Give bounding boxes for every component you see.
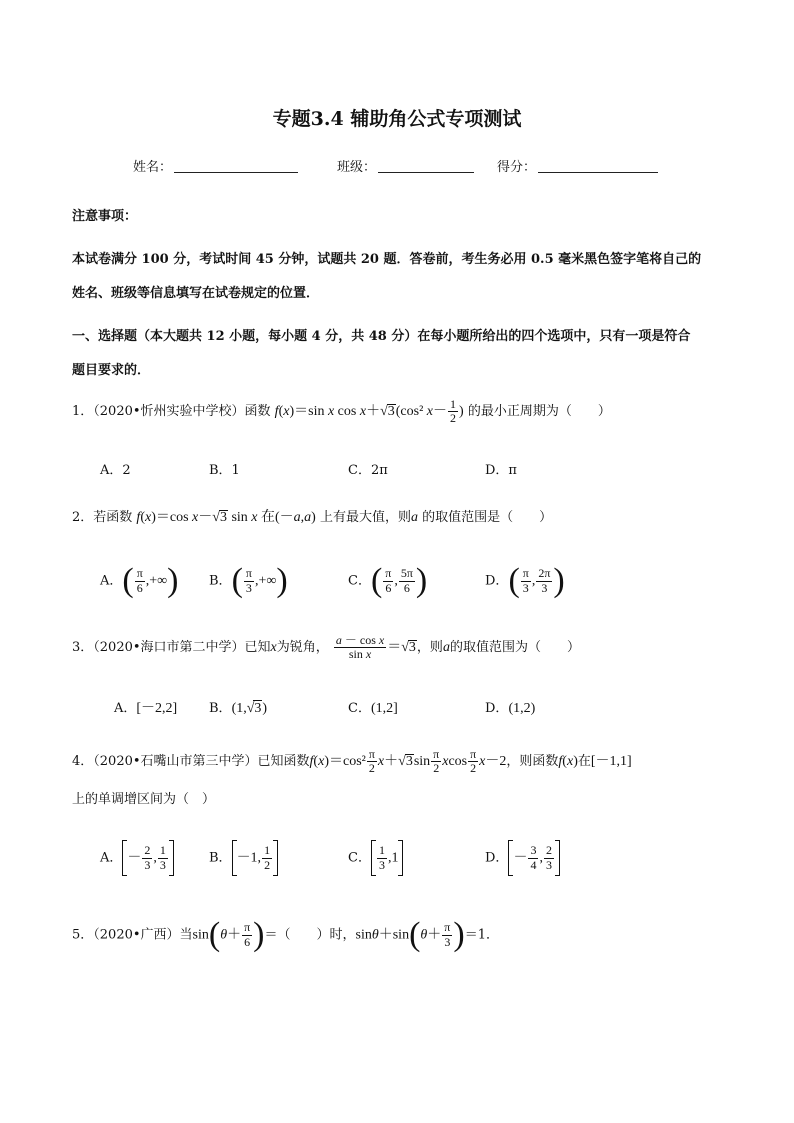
q2-option-a[interactable]: A．( $\frac{\pi}{6}$ ,+∞) xyxy=(100,562,179,599)
q2-formula: f xyxy=(136,510,141,525)
q2-option-d[interactable]: D．( $\frac{\pi}{3}$ , $\frac{2\pi}{3}$ ) xyxy=(485,562,565,599)
question-3: 3．（2020•海口市第二中学）已知x为锐角， $\frac{\text{a － cos x}}{\text{sin x}}$ ＝√3，则a的取值范围为（ ） xyxy=(72,633,580,662)
section-line-2: 题目要求的． xyxy=(72,363,151,378)
q3-middle: 为锐角， xyxy=(276,640,329,656)
q3-option-c[interactable]: C．(1,2] xyxy=(348,701,398,716)
q3-prefix: 3．（2020•海口市第二中学）已知 xyxy=(72,640,271,656)
q4-middle: ，则函数 xyxy=(506,754,559,770)
class-label: 班级： xyxy=(337,160,377,175)
question-4: 4．（2020•石嘴山市第三中学）已知函数f(x)＝cos² $\frac{\pi}{2}$ x＋√3sin $\frac{\pi}{2}$ xcos $\frac{\pi}{2}$ x－2，则函数f(x)在[－1,1] xyxy=(72,747,632,776)
name-label: 姓名： xyxy=(133,160,173,175)
q5-suffix: ＝1． xyxy=(464,927,499,943)
q5-prefix: 5．（2020•广西）当 xyxy=(72,927,193,943)
q3-option-d[interactable]: D．(1,2) xyxy=(485,701,536,716)
q2-suffix: 的取值范围是（ ） xyxy=(422,510,553,525)
question-1: 1．（2020•忻州实验中学校）函数 f(x)＝sin x cos x＋√3(cos² x－ $\frac{1}{2}$ ) 的最小正周期为（ ） xyxy=(72,397,611,426)
q2-prefix: 2．若函数 xyxy=(72,510,133,525)
name-field xyxy=(133,156,298,175)
q3-option-b[interactable]: B．(1,√3) xyxy=(209,701,268,716)
score-label: 得分： xyxy=(497,160,537,175)
q1-option-b[interactable]: B．1 xyxy=(209,463,240,478)
q5-middle: ＝（ ）时， xyxy=(264,927,356,943)
q3-suffix: 的取值范围为（ ） xyxy=(449,640,580,656)
q4-option-b[interactable]: B． －1, $\frac{1}{2}$ xyxy=(209,840,278,876)
question-2: 2．若函数 f(x)＝cos x－√3 sin x 在(－a,a) 上有最大值，则a 的取值范围是（ ） xyxy=(72,510,553,525)
notes-line-2: 姓名、班级等信息填写在试卷规定的位置． xyxy=(72,286,320,301)
q1-formula: f xyxy=(274,404,279,420)
q4-prefix: 4．（2020•石嘴山市第三中学）已知函数 xyxy=(72,754,310,770)
q3-option-a[interactable]: A．[－2,2] xyxy=(114,701,178,716)
notes-line-1: 本试卷满分 100 分，考试时间 45 分钟，试题共 20 题．答卷前，考生务必用 0.5 毫米黑色签字笔将自己的 xyxy=(72,252,702,267)
q1-prefix: 1．（2020•忻州实验中学校）函数 xyxy=(72,404,271,420)
name-blank[interactable] xyxy=(174,158,298,173)
q4-line-2: 上的单调增区间为（ ） xyxy=(72,792,216,807)
q3-formula: $\frac{\text{a － cos x}}{\text{sin x}}$ xyxy=(335,633,385,662)
q1-option-d[interactable]: D．π xyxy=(485,463,517,478)
q4-option-c[interactable]: C． $\frac{1}{3}$ ,1 xyxy=(348,840,403,876)
q2-option-c[interactable]: C．( $\frac{\pi}{6}$ , $\frac{5\pi}{6}$ ) xyxy=(348,562,428,599)
q2-middle: 上有最大值，则 xyxy=(319,510,411,525)
q1-option-a[interactable]: A．2 xyxy=(100,463,131,478)
q2-option-b[interactable]: B．( $\frac{\pi}{3}$ ,+∞) xyxy=(209,562,288,599)
q4-option-a[interactable]: A． － $\frac{2}{3}$ , $\frac{1}{3}$ xyxy=(100,840,174,876)
score-field xyxy=(497,156,658,175)
class-blank[interactable] xyxy=(378,158,474,173)
q1-option-c[interactable]: C．2π xyxy=(348,463,388,478)
q4-middle2: 在 xyxy=(577,754,591,770)
notes-heading: 注意事项： xyxy=(72,209,138,224)
q1-suffix: 的最小正周期为（ ） xyxy=(467,404,611,420)
score-blank[interactable] xyxy=(538,158,658,173)
question-5: 5．（2020•广西）当sin(θ＋ $\frac{\pi}{6}$ )＝（ ）时，sinθ＋sin(θ＋ $\frac{\pi}{3}$ )＝1． xyxy=(72,916,499,953)
class-field xyxy=(337,156,474,175)
page-title: 专题3.4 辅助角公式专项测试 xyxy=(272,108,522,130)
q3-middle2: ，则 xyxy=(416,640,443,656)
q4-option-d[interactable]: D． － $\frac{3}{4}$ , $\frac{2}{3}$ xyxy=(485,840,560,876)
section-line-1: 一、选择题（本大题共 12 小题，每小题 4 分，共 48 分）在每小题所给出的四个选项中，只有一项是符合 xyxy=(72,329,691,344)
